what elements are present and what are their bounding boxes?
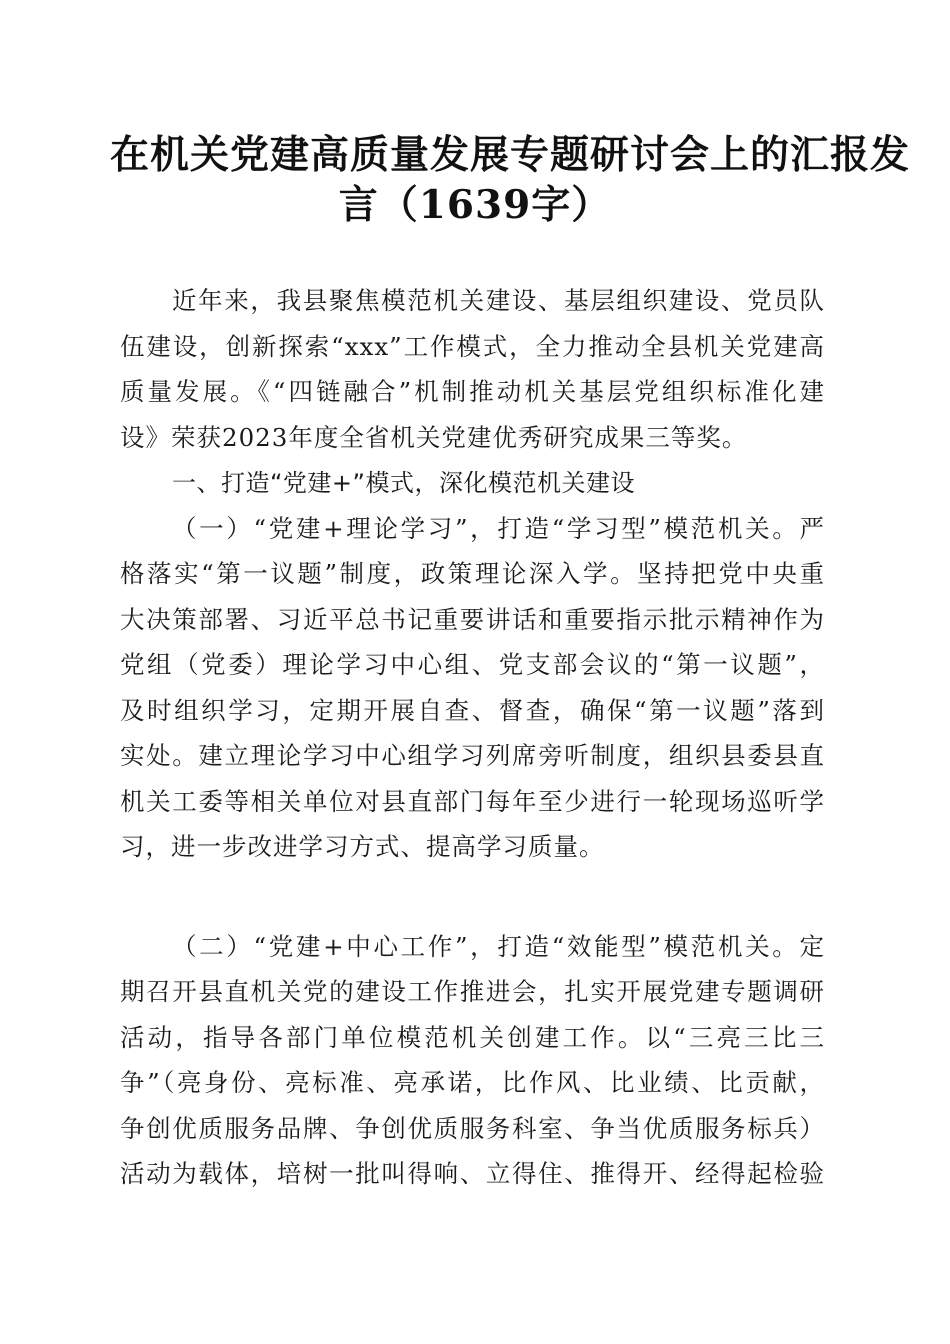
document-body (120, 282, 825, 1201)
paragraph-line: 伍建设，创新探索“xxx”工作模式，全力推动全县机关党建高 (120, 331, 825, 361)
paragraph-line: 习，进一步改进学习方式、提高学习质量。 (120, 832, 605, 861)
paragraph-line: 党组（党委）理论学习中心组、党支部会议的“第一议题”， (120, 650, 825, 679)
section-2-paragraph (120, 928, 825, 1201)
paragraph-line: 争”（亮身份、亮标准、亮承诺，比作风、比业绩、比贡献， (120, 1068, 825, 1097)
paragraph-line: 期召开县直机关党的建设工作推进会，扎实开展党建专题调研 (120, 977, 825, 1006)
document-title (110, 130, 911, 230)
paragraph-line: 近年来，我县聚焦模范机关建设、基层组织建设、党员队 (172, 286, 825, 315)
paragraph-line: （一）“党建+理论学习”，打造“学习型”模范机关。严 (172, 513, 825, 543)
paragraph-line: 质量发展。《“四链融合”机制推动机关基层党组织标准化建 (120, 377, 825, 406)
title-line-2: 言（1639字） (338, 182, 612, 228)
paragraph-line: 机关工委等相关单位对县直部门每年至少进行一轮现场巡听学 (120, 786, 825, 816)
paragraph-gap (120, 874, 825, 928)
paragraph-line: （二）“党建+中心工作”，打造“效能型”模范机关。定 (172, 931, 825, 961)
intro-paragraph (120, 282, 825, 464)
paragraph-line: 争创优质服务品牌、争创优质服务科室、争当优质服务标兵） (120, 1113, 825, 1143)
paragraph-line: 及时组织学习，定期开展自查、督查，确保“第一议题”落到 (120, 695, 825, 725)
paragraph-line: 格落实“第一议题”制度，政策理论深入学。坚持把党中央重 (120, 559, 825, 588)
paragraph-line: 实处。建立理论学习中心组学习列席旁听制度，组织县委县直 (120, 741, 825, 770)
title-line-1: 在机关党建高质量发展专题研讨会上的汇报发 (110, 132, 911, 178)
paragraph-line: 大决策部署、习近平总书记重要讲话和重要指示批示精神作为 (120, 604, 825, 634)
paragraph-line: 活动，指导各部门单位模范机关创建工作。以“三亮三比三 (120, 1022, 825, 1052)
paragraph-line: 活动为载体，培树一批叫得响、立得住、推得开、经得起检验 (120, 1159, 825, 1188)
section-heading-1: 一、打造“党建+”模式，深化模范机关建设 (172, 469, 635, 497)
paragraph-line: 设》荣获2023年度全省机关党建优秀研究成果三等奖。 (120, 422, 748, 452)
section-1-paragraph (120, 510, 825, 874)
